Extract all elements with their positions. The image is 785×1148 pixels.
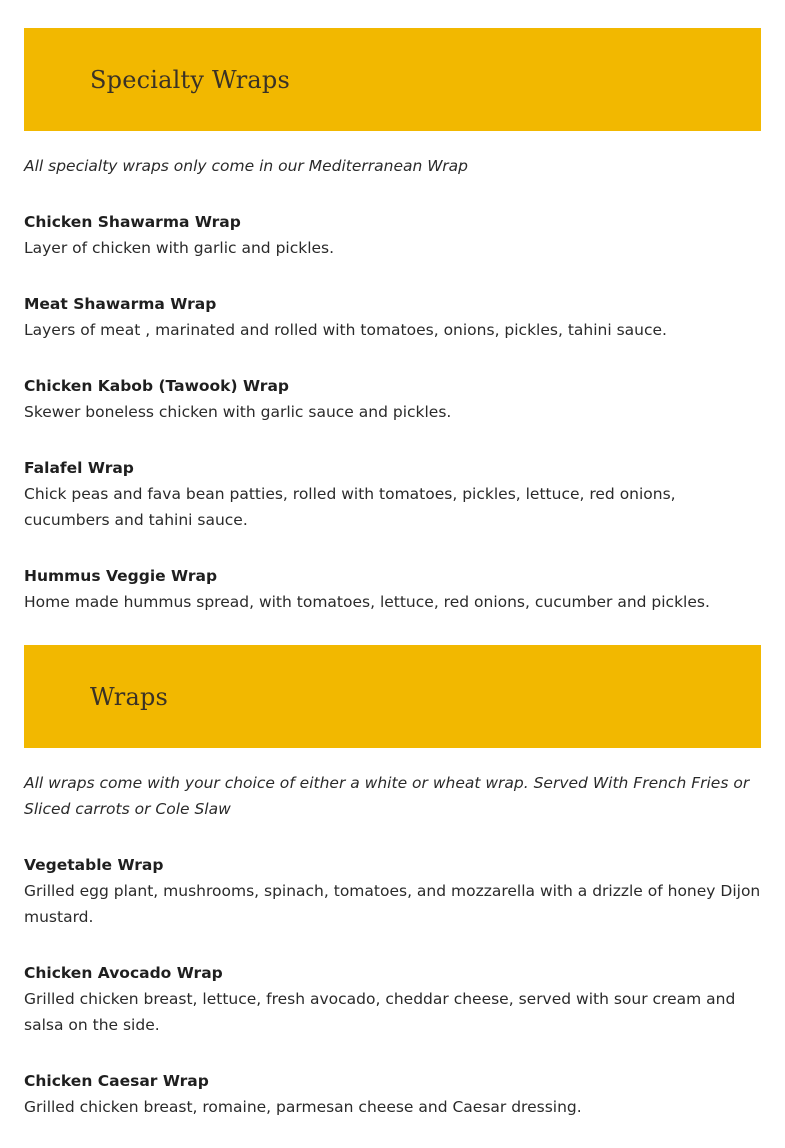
item-description: Grilled chicken breast, lettuce, fresh avocado, cheddar cheese, served with sour cream and salsa on the side. [24,990,736,1034]
menu-item [24,373,761,425]
section-intro: All wraps come with your choice of either a white or wheat wrap. Served With French Fries or Sliced carrots or Cole Slaw [24,774,750,818]
item-description: Grilled chicken breast, romaine, parmesan cheese and Caesar dressing. [24,1098,582,1116]
menu-item [24,563,761,615]
item-description: Chick peas and fava bean patties, rolled with tomatoes, pickles, lettuce, red onions, cucumbers and tahini sauce. [24,485,676,529]
item-name: Hummus Veggie Wrap [24,567,218,585]
item-name: Chicken Shawarma Wrap [24,213,241,231]
specialty-wraps-header [24,28,761,131]
item-name: Chicken Caesar Wrap [24,1072,209,1090]
item-description: Home made hummus spread, with tomatoes, lettuce, red onions, cucumber and pickles. [24,593,710,611]
menu-item [24,1068,761,1120]
menu-item [24,960,761,1038]
item-name: Chicken Avocado Wrap [24,964,223,982]
wraps-header [24,645,761,748]
section-title: Wraps [90,682,169,711]
menu-item [24,852,761,930]
menu-item [24,209,761,261]
menu-item [24,455,761,533]
menu-item [24,291,761,343]
section-intro: All specialty wraps only come in our Mediterranean Wrap [24,157,469,175]
item-description: Layers of meat , marinated and rolled with tomatoes, onions, pickles, tahini sauce. [24,321,667,339]
item-name: Chicken Kabob (Tawook) Wrap [24,377,289,395]
section-title: Specialty Wraps [90,65,290,94]
item-name: Meat Shawarma Wrap [24,295,217,313]
item-name: Falafel Wrap [24,459,134,477]
item-description: Layer of chicken with garlic and pickles. [24,239,335,257]
item-description: Grilled egg plant, mushrooms, spinach, tomatoes, and mozzarella with a drizzle of honey Dijon mustard. [24,882,761,926]
item-name: Vegetable Wrap [24,856,164,874]
item-description: Skewer boneless chicken with garlic sauce and pickles. [24,403,452,421]
